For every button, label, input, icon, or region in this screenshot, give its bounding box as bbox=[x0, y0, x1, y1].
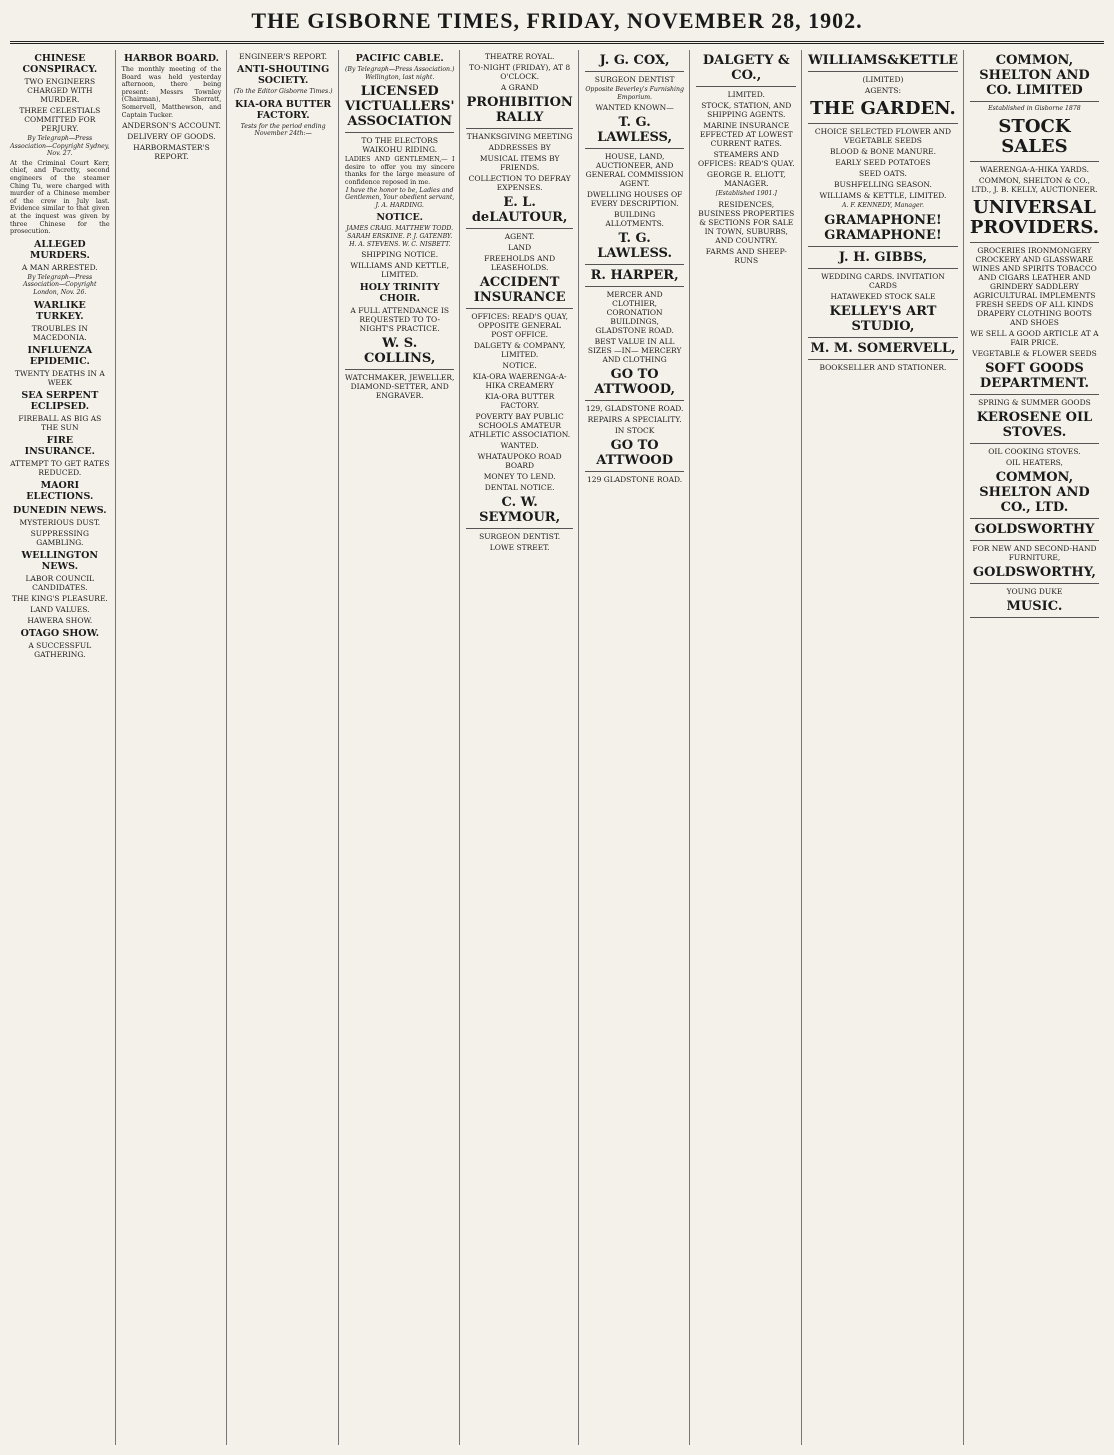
column-rule bbox=[808, 337, 958, 338]
column-4-headline: NOTICE. bbox=[376, 212, 423, 224]
column-1-subhead: MYSTERIOUS DUST. bbox=[19, 517, 101, 527]
column-rule bbox=[585, 71, 685, 72]
column-1-subhead: FIREBALL AS BIG AS THE SUN bbox=[18, 413, 102, 432]
column-4-headline: PACIFIC CABLE. bbox=[355, 53, 444, 64]
column-7-subhead: MARINE INSURANCE EFFECTED AT LOWEST CURRENT RATES. bbox=[699, 121, 793, 148]
column-rule bbox=[585, 400, 685, 401]
column-9-subhead: COMMON, SHELTON & CO., LTD., J. B. KELLY, AUCTIONEER. bbox=[971, 175, 1098, 194]
column-4-byline: (By Telegraph—Press Association.) Wellington, last night. bbox=[344, 66, 455, 81]
column-5 bbox=[466, 50, 578, 1445]
column-2-body: The monthly meeting of the Board was held yesterday afternoon, there being present: Messrs Townley (Chairman), Sherratt, Somervell, Matthewson, and Captain Tucker. bbox=[121, 65, 222, 119]
column-9-big: SOFT GOODS DEPARTMENT. bbox=[979, 360, 1089, 391]
column-rule bbox=[585, 148, 685, 149]
column-rule bbox=[585, 264, 685, 265]
column-2-subhead: DELIVERY OF GOODS. bbox=[127, 132, 216, 142]
column-5-subhead: DALGETY & COMPANY, LIMITED. bbox=[473, 341, 566, 359]
column-8-big: KELLEY'S ART STUDIO, bbox=[829, 303, 937, 334]
column-6-subhead: 129, GLADSTONE ROAD. bbox=[585, 404, 684, 414]
column-7-subhead: STEAMERS AND OFFICES: READ'S QUAY. bbox=[697, 150, 795, 168]
column-6-subhead: WANTED KNOWN— bbox=[595, 103, 674, 113]
column-4-subhead: SHIPPING NOTICE. bbox=[361, 250, 439, 260]
column-6-subhead: MERCER AND CLOTHIER, CORONATION BUILDINGS, GLADSTONE ROAD. bbox=[595, 290, 674, 336]
column-9-huge: UNIVERSAL PROVIDERS. bbox=[969, 196, 1100, 238]
column-8-huge: THE GARDEN. bbox=[810, 98, 956, 119]
column-5-subhead: OFFICES: READ'S QUAY, OPPOSITE GENERAL POST OFFICE. bbox=[471, 312, 568, 339]
column-5-subhead: TO-NIGHT (FRIDAY), AT 8 O'CLOCK. bbox=[469, 63, 571, 81]
column-6-subhead: SURGEON DENTIST bbox=[594, 75, 675, 84]
column-9-subhead: OIL COOKING STOVES. bbox=[988, 446, 1081, 456]
column-5-subhead: ADDRESSES BY bbox=[488, 143, 551, 152]
column-8-subhead: CHOICE SELECTED FLOWER AND VEGETABLE SEEDS bbox=[814, 127, 952, 145]
column-5-subhead: POVERTY BAY PUBLIC SCHOOLS AMATEUR ATHLETIC ASSOCIATION. bbox=[469, 412, 571, 439]
column-1-headline: SEA SERPENT ECLIPSED. bbox=[21, 389, 99, 412]
column-4-big: LICENSED VICTUALLERS' ASSOCIATION bbox=[344, 84, 455, 130]
column-3-headline: ANTI-SHOUTING SOCIETY. bbox=[236, 64, 330, 86]
column-rule bbox=[585, 286, 685, 287]
column-8 bbox=[808, 50, 964, 1445]
column-8-byline: A. F. KENNEDY, Manager. bbox=[842, 202, 924, 209]
column-2-subhead: HARBORMASTER'S REPORT. bbox=[133, 143, 210, 162]
column-5-subhead: AGENT. bbox=[504, 232, 535, 241]
column-1-headline: WARLIKE TURKEY. bbox=[33, 299, 86, 322]
column-1-subhead: TWENTY DEATHS IN A WEEK bbox=[14, 368, 105, 387]
column-rule bbox=[970, 518, 1099, 519]
column-1-subhead: A SUCCESSFUL GATHERING. bbox=[28, 640, 92, 659]
column-rule bbox=[970, 394, 1099, 395]
column-9-huge: STOCK SALES bbox=[998, 115, 1071, 157]
column-6-big: T. G. LAWLESS. bbox=[597, 231, 673, 262]
column-5-big: ACCIDENT INSURANCE bbox=[473, 275, 566, 305]
column-8-big: J. H. GIBBS, bbox=[838, 249, 928, 265]
column-rule bbox=[808, 246, 958, 247]
column-8-subhead: EARLY SEED POTATOES bbox=[835, 158, 931, 167]
column-9-big: MUSIC. bbox=[1006, 598, 1063, 614]
column-7-big: DALGETY & CO., bbox=[702, 53, 790, 83]
column-8-big: M. M. SOMERVELL, bbox=[810, 340, 956, 356]
column-4-subhead: A FULL ATTENDANCE IS REQUESTED TO TO-NIGHT'S PRACTICE. bbox=[350, 306, 449, 334]
column-rule bbox=[970, 443, 1099, 444]
column-8-subhead: (LIMITED) bbox=[862, 75, 904, 84]
column-7-subhead: LIMITED. bbox=[727, 90, 765, 99]
column-4-headline: HOLY TRINITY CHOIR. bbox=[359, 282, 440, 305]
column-3 bbox=[233, 50, 339, 1445]
column-9-subhead: YOUNG DUKE bbox=[1006, 586, 1063, 596]
column-5-subhead: FREEHOLDS AND LEASEHOLDS. bbox=[484, 254, 556, 272]
column-rule bbox=[970, 161, 1099, 162]
column-8-subhead: WEDDING CARDS. INVITATION CARDS bbox=[821, 271, 945, 290]
column-9-big: GOLDSWORTHY, bbox=[973, 564, 1096, 580]
column-rule bbox=[970, 242, 1099, 243]
column-6-byline: Opposite Beverley's Furnishing Emporium. bbox=[585, 86, 684, 101]
column-6-subhead: 129 GLADSTONE ROAD. bbox=[587, 475, 683, 485]
column-3-byline: (To the Editor Gisborne Times.) bbox=[233, 88, 333, 95]
column-2-subhead: ANDERSON'S ACCOUNT. bbox=[122, 121, 221, 131]
column-5-subhead: COLLECTION TO DEFRAY EXPENSES. bbox=[468, 174, 571, 192]
column-8-subhead: AGENTS: bbox=[864, 86, 902, 95]
column-4-body: LADIES AND GENTLEMEN,— I desire to offer you my sincere thanks for the large measure of confidence reposed in me. bbox=[344, 155, 455, 186]
column-6-subhead: DWELLING HOUSES OF EVERY DESCRIPTION. bbox=[586, 190, 683, 209]
column-9 bbox=[970, 50, 1104, 1445]
column-rule bbox=[345, 369, 455, 370]
column-1-subhead: TWO ENGINEERS CHARGED WITH MURDER. bbox=[24, 77, 96, 104]
column-5-subhead: A GRAND bbox=[500, 83, 539, 92]
column-5-subhead: LOWE STREET. bbox=[489, 543, 550, 552]
column-5-subhead: WANTED. bbox=[500, 441, 539, 450]
column-9-subhead: OIL HEATERS, bbox=[1006, 457, 1063, 467]
columns-container bbox=[10, 50, 1104, 1445]
column-1-byline: By Telegraph—Press Association—Copyright London, Nov. 26. bbox=[23, 273, 97, 296]
column-5-subhead: THANKSGIVING MEETING bbox=[466, 132, 573, 141]
column-6 bbox=[585, 50, 691, 1445]
column-5-subhead: KIA-ORA WAERENGA-A-HIKA CREAMERY bbox=[472, 372, 567, 390]
column-1 bbox=[10, 50, 116, 1445]
column-7-subhead: RESIDENCES, BUSINESS PROPERTIES & SECTIONS FOR SALE IN TOWN, SUBURBS, AND COUNTRY. bbox=[698, 199, 795, 245]
column-4-subhead: WATCHMAKER, JEWELLER, DIAMOND-SETTER, AND ENGRAVER. bbox=[345, 373, 455, 401]
column-8-subhead: BOOKSELLER AND STATIONER. bbox=[819, 362, 947, 372]
column-6-subhead: BEST VALUE IN ALL SIZES —IN— MERCERY AND CLOTHING bbox=[587, 337, 682, 365]
column-rule bbox=[808, 268, 958, 269]
column-9-big: COMMON, SHELTON AND CO., LTD. bbox=[979, 469, 1090, 515]
column-1-headline: WELLINGTON NEWS. bbox=[21, 549, 99, 572]
column-3-subhead: ENGINEER'S REPORT. bbox=[239, 52, 328, 61]
column-3-byline: Tests for the period ending November 24th:— bbox=[240, 122, 326, 138]
column-rule bbox=[585, 471, 685, 472]
column-rule bbox=[808, 359, 958, 360]
column-1-subhead: TROUBLES IN MACEDONIA. bbox=[31, 323, 88, 342]
column-rule bbox=[696, 86, 796, 87]
column-2 bbox=[122, 50, 228, 1445]
column-7-subhead: STOCK, STATION, AND SHIPPING AGENTS. bbox=[701, 101, 792, 119]
column-1-subhead: SUPPRESSING GAMBLING. bbox=[30, 528, 89, 547]
column-5-subhead: SURGEON DENTIST. bbox=[479, 532, 561, 541]
column-1-headline: MAORI ELECTIONS. bbox=[26, 479, 94, 502]
column-6-big: J. G. COX, bbox=[599, 53, 670, 68]
column-rule bbox=[466, 308, 572, 309]
column-4-subhead: TO THE ELECTORS WAIKOHU RIDING. bbox=[361, 136, 438, 155]
column-5-subhead: MUSICAL ITEMS BY FRIENDS. bbox=[479, 154, 560, 172]
column-2-headline: HARBOR BOARD. bbox=[124, 53, 219, 64]
column-rule bbox=[466, 228, 572, 229]
column-5-subhead: KIA-ORA BUTTER FACTORY. bbox=[485, 392, 555, 410]
column-9-subhead: GROCERIES IRONMONGERY CROCKERY AND GLASSWARE WINES AND SPIRITS TOBACCO AND CIGARS LEATHER AND GRINDERY SADDLERY AGRICULTURAL IMPLEMENTS FRESH SEEDS OF ALL KINDS DRAPERY CLOTHING BOOTS AND SHOES bbox=[972, 245, 1097, 327]
column-4-byline: JAMES CRAIG. MATTHEW TODD. SARAH ERSKINE. P. J. GATENBY. H. A. STEVENS. W. C. NISBETT. bbox=[346, 225, 454, 248]
column-rule bbox=[808, 123, 958, 124]
column-1-subhead: A MAN ARRESTED. bbox=[21, 262, 98, 272]
column-rule bbox=[466, 128, 572, 129]
column-9-byline: Established in Gisborne 1878 bbox=[988, 105, 1081, 112]
column-1-headline: DUNEDIN NEWS. bbox=[13, 504, 107, 516]
column-rule bbox=[970, 617, 1099, 618]
column-5-subhead: LAND bbox=[508, 243, 532, 252]
column-8-big: GRAMAPHONE! GRAMAPHONE! bbox=[824, 212, 942, 243]
column-5-subhead: DENTAL NOTICE. bbox=[484, 483, 555, 492]
column-5-subhead: WHATAUPOKO ROAD BOARD bbox=[477, 452, 562, 470]
column-1-headline: FIRE INSURANCE. bbox=[24, 434, 95, 457]
column-rule bbox=[808, 71, 958, 72]
column-5-subhead: NOTICE. bbox=[502, 361, 537, 370]
column-1-headline: OTAGO SHOW. bbox=[20, 627, 100, 639]
column-9-big: COMMON, SHELTON AND CO. LIMITED bbox=[979, 53, 1090, 98]
column-rule bbox=[970, 540, 1099, 541]
column-5-big: E. L. deLAUTOUR, bbox=[471, 195, 568, 225]
column-1-subhead: THREE CELESTIALS COMMITTED FOR PERJURY. bbox=[19, 106, 101, 133]
column-5-subhead: MONEY TO LEND. bbox=[483, 472, 556, 481]
column-1-subhead: LAND VALUES. bbox=[30, 604, 90, 614]
column-9-subhead: SPRING & SUMMER GOODS bbox=[978, 397, 1091, 407]
column-1-subhead: LABOR COUNCIL CANDIDATES. bbox=[25, 573, 95, 592]
column-6-subhead: IN STOCK bbox=[614, 426, 655, 436]
column-1-headline: CHINESE CONSPIRACY. bbox=[22, 53, 98, 75]
column-7-subhead: FARMS AND SHEEP-RUNS bbox=[705, 246, 787, 265]
column-1-byline: By Telegraph—Press Association—Copyright Sydney, Nov. 27. bbox=[10, 135, 110, 158]
column-1-body: At the Criminal Court Kerr, chief, and Pacretty, second engineers of the steamer Ching Tu, were charged with murder of a Chinese member of the crew in July last. Evidence similar to that given at the inquest was given by three Chinese for the prosecution. bbox=[10, 158, 110, 236]
column-6-big: R. HARPER, bbox=[590, 268, 679, 284]
column-6-subhead: BUILDING ALLOTMENTS. bbox=[605, 210, 664, 229]
column-5-subhead: THEATRE ROYAL. bbox=[484, 52, 555, 61]
column-8-subhead: WILLIAMS & KETTLE, LIMITED. bbox=[819, 191, 947, 200]
column-9-subhead: WE SELL A GOOD ARTICLE AT A FAIR PRICE. bbox=[970, 328, 1099, 347]
column-4-subhead: WILLIAMS AND KETTLE, LIMITED. bbox=[350, 261, 450, 280]
column-9-subhead: WAERENGA-A-HIKA YARDS. bbox=[979, 164, 1089, 174]
column-9-big: KEROSENE OIL STOVES. bbox=[976, 409, 1093, 440]
column-1-subhead: ATTEMPT TO GET RATES REDUCED. bbox=[10, 458, 110, 477]
column-rule bbox=[970, 101, 1099, 102]
column-7-subhead: GEORGE R. ELIOTT, MANAGER. bbox=[706, 170, 786, 188]
column-8-subhead: BUSHFELLING SEASON. bbox=[834, 180, 932, 189]
column-8-subhead: BLOOD & BONE MANURE. bbox=[830, 147, 936, 156]
column-8-subhead: HATAWEKED STOCK SALE bbox=[830, 291, 936, 301]
column-1-headline: ALLEGED MURDERS. bbox=[29, 238, 90, 261]
column-6-subhead: HOUSE, LAND, AUCTIONEER, AND GENERAL COMMISSION AGENT. bbox=[585, 152, 684, 189]
column-7 bbox=[696, 50, 802, 1445]
column-6-subhead: REPAIRS A SPECIALITY. bbox=[587, 415, 682, 425]
column-rule bbox=[970, 583, 1099, 584]
column-5-big: C. W. SEYMOUR, bbox=[479, 495, 561, 525]
masthead: THE GISBORNE TIMES, FRIDAY, NOVEMBER 28, 1902. bbox=[10, 8, 1104, 44]
column-9-big: GOLDSWORTHY bbox=[974, 521, 1095, 537]
column-8-big: WILLIAMS&KETTLE bbox=[808, 53, 958, 68]
column-3-headline: KIA-ORA BUTTER FACTORY. bbox=[235, 98, 332, 121]
column-4-byline: I have the honor to be, Ladies and Gentlemen, Your obedient servant, J. A. HARDING. bbox=[345, 186, 455, 209]
column-9-subhead: VEGETABLE & FLOWER SEEDS bbox=[972, 348, 1097, 358]
column-1-subhead: HAWERA SHOW. bbox=[27, 615, 93, 625]
column-rule bbox=[466, 528, 572, 529]
column-7-byline: [Established 1901.] bbox=[715, 190, 777, 197]
column-6-big: T. G. LAWLESS, bbox=[597, 115, 673, 146]
column-6-big: GO TO ATTWOOD, bbox=[594, 367, 676, 398]
column-4 bbox=[345, 50, 461, 1445]
column-5-big: PROHIBITION RALLY bbox=[466, 95, 573, 125]
column-1-subhead: THE KING'S PLEASURE. bbox=[11, 593, 108, 603]
column-6-big: GO TO ATTWOOD bbox=[596, 438, 673, 469]
column-1-headline: INFLUENZA EPIDEMIC. bbox=[27, 344, 93, 367]
column-rule bbox=[345, 132, 455, 133]
column-9-subhead: FOR NEW AND SECOND-HAND FURNITURE, bbox=[972, 543, 1097, 562]
column-4-big: W. S. COLLINS, bbox=[364, 336, 436, 367]
column-8-subhead: SEED OATS. bbox=[859, 169, 907, 178]
